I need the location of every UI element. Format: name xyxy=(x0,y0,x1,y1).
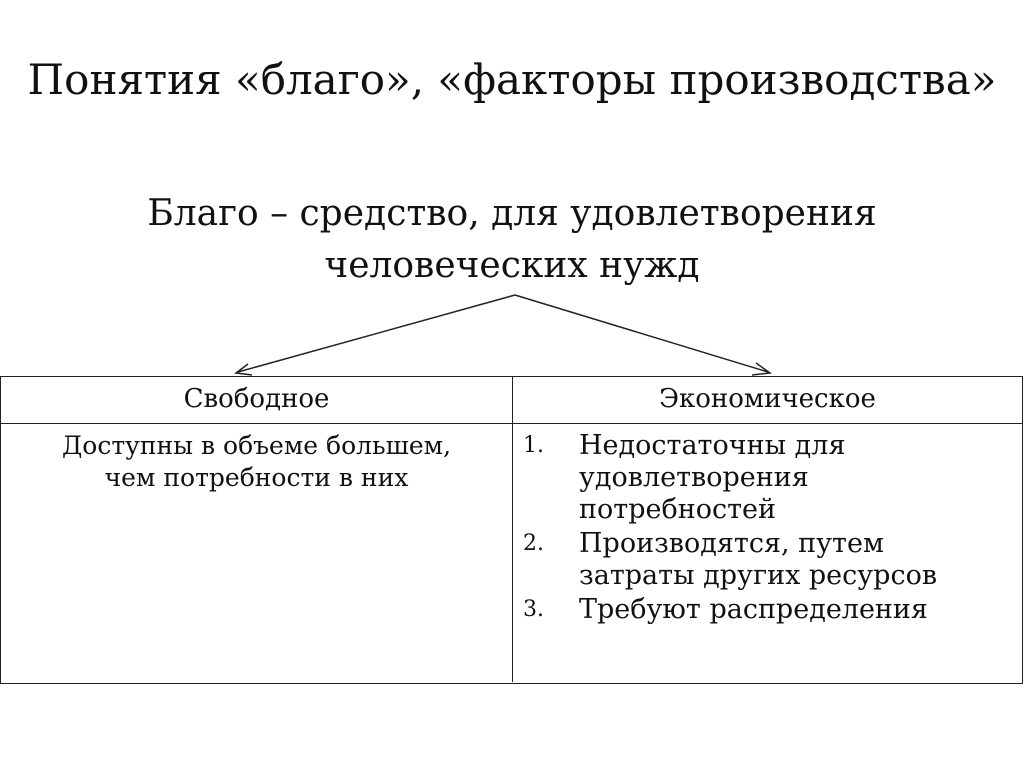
economic-goods-list xyxy=(513,424,1022,682)
definition-line-1: Благо – средство, для удовлетворения xyxy=(147,193,877,234)
list-item xyxy=(513,594,1022,626)
list-number: 1. xyxy=(523,433,544,458)
list-item xyxy=(513,528,1022,592)
free-goods-line-2: чем потребности в них xyxy=(104,463,409,492)
slide-title: Понятия «благо», «факторы производства» xyxy=(27,55,997,104)
list-text-line: удовлетворения xyxy=(579,462,809,493)
list-text-line: Недостаточны для xyxy=(579,430,846,461)
list-item xyxy=(513,430,1022,526)
definition-line-2: человеческих нужд xyxy=(324,245,700,286)
free-goods-line-1: Доступны в объеме большем, xyxy=(61,431,452,460)
header-economic: Экономическое xyxy=(513,377,1022,424)
goods-table xyxy=(0,376,1023,684)
list-text-line: затраты других ресурсов xyxy=(579,560,938,591)
list-number: 2. xyxy=(523,531,544,556)
header-free: Свободное xyxy=(1,377,513,424)
list-text-line: Требуют распределения xyxy=(579,594,928,625)
list-number: 3. xyxy=(523,597,544,622)
list-text-line: потребностей xyxy=(579,494,776,525)
list-text-line: Производятся, путем xyxy=(579,528,884,559)
arrow-right-head xyxy=(752,363,770,375)
arrow-right-line xyxy=(515,295,768,372)
arrow-left-line xyxy=(238,295,515,372)
free-goods-description xyxy=(1,424,513,682)
